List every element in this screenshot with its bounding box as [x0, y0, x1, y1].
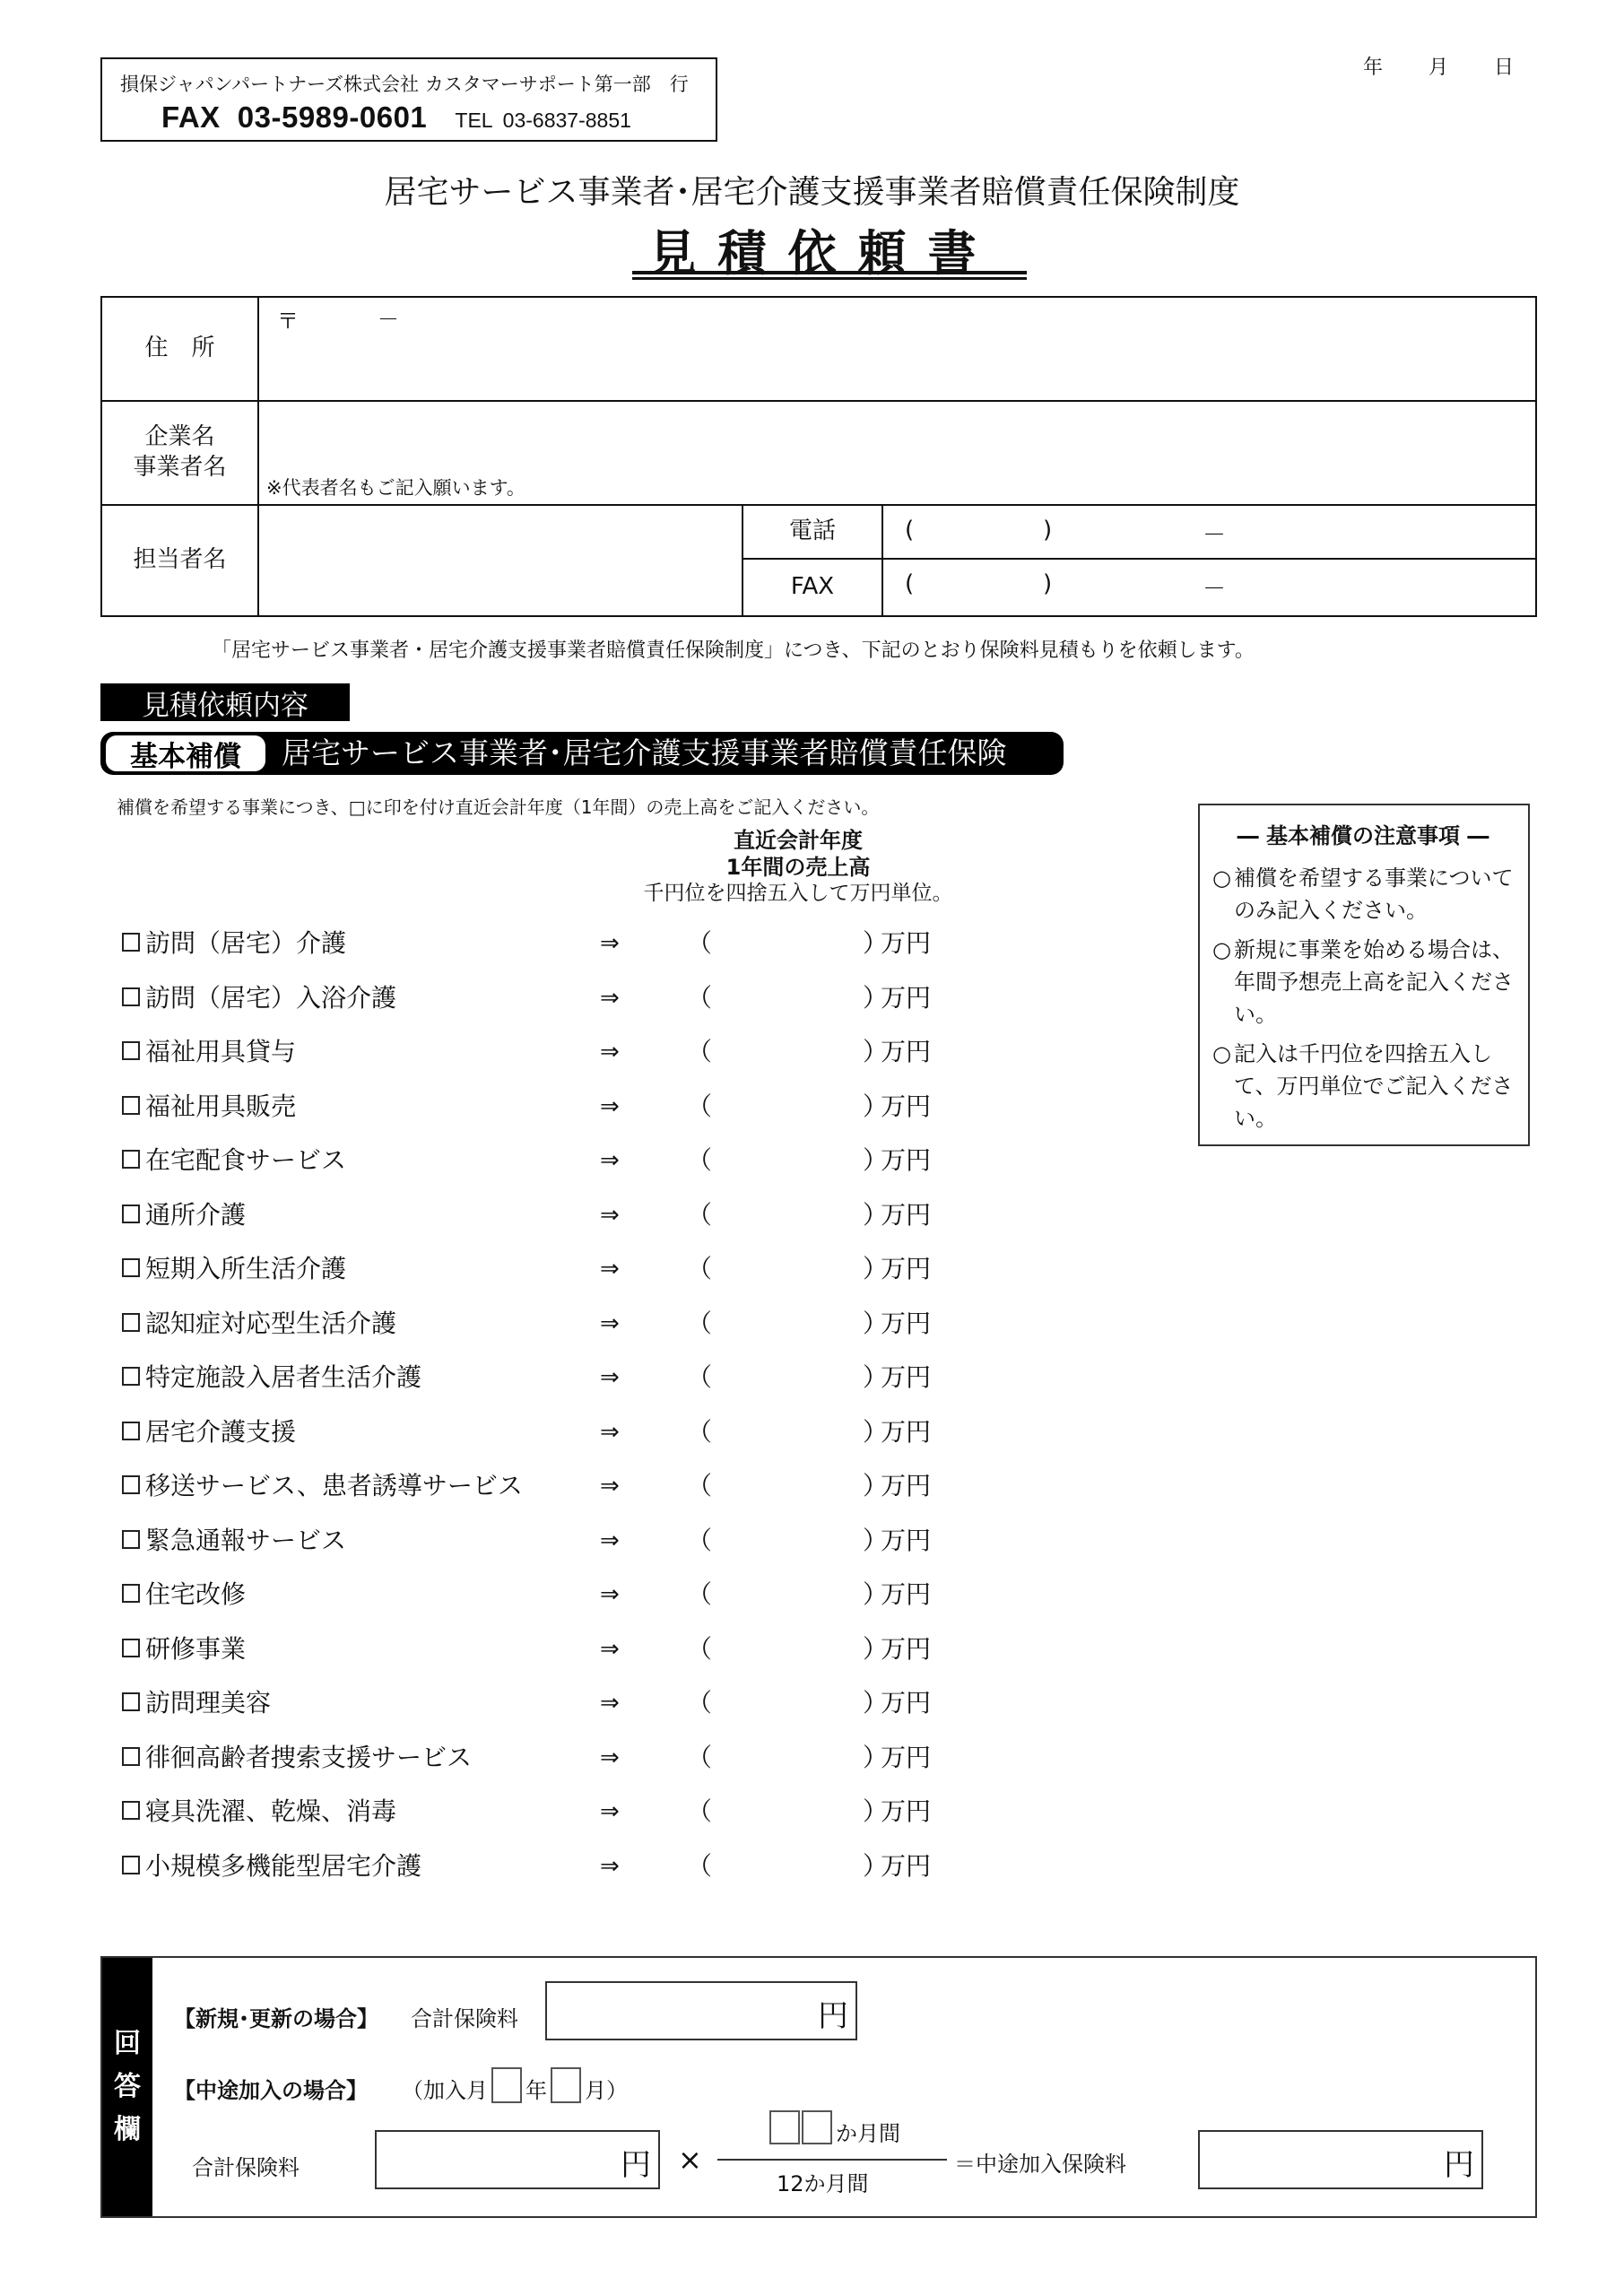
address-label-cell [102, 298, 259, 402]
sales-amount-field[interactable] [714, 1306, 857, 1342]
addressee-name: 損保ジャパンパートナーズ株式会社 カスタマーサポート第一部 行 [120, 74, 689, 95]
instruction-text: 補償を希望する事業につき、□に印を付け直近会計年度（1年間）の売上高をご記入ください。 [117, 796, 880, 818]
months-digit-1-field[interactable] [769, 2110, 800, 2144]
service-checkbox[interactable] [122, 1041, 140, 1060]
service-checkbox[interactable] [122, 1801, 140, 1820]
title-underline [632, 271, 1027, 280]
applicant-info-table [100, 296, 1537, 617]
amount-paren-open: （ [687, 1688, 713, 1718]
right-double-arrow-icon: ⇒ [600, 1418, 620, 1446]
amount-paren-close: ） [863, 1308, 889, 1338]
amount-paren-close: ） [863, 1199, 889, 1230]
coverage-banner [100, 732, 1064, 775]
amount-paren-close: ） [863, 1742, 889, 1772]
service-checkbox[interactable] [122, 1313, 140, 1332]
sales-amount-field[interactable] [714, 1360, 857, 1396]
service-row [122, 1360, 932, 1396]
fax-paren-close: ) [1043, 570, 1053, 597]
amount-paren-open: （ [687, 1742, 713, 1772]
service-name: 訪問（居宅）入浴介護 [145, 982, 397, 1013]
service-name: 通所介護 [145, 1199, 247, 1230]
fax-field[interactable] [883, 560, 1537, 615]
amount-paren-close: ） [863, 1525, 889, 1555]
service-row [122, 1848, 932, 1884]
amount-paren-close: ） [863, 1850, 889, 1881]
answer-side-char: 回 [114, 2028, 141, 2059]
amount-paren-open: （ [687, 1796, 713, 1826]
amount-unit: 万円 [881, 1742, 932, 1772]
amount-unit: 万円 [881, 1362, 932, 1392]
service-checkbox[interactable] [122, 1096, 140, 1115]
circle-bullet-icon: ○ [1212, 865, 1231, 891]
amount-unit: 万円 [881, 928, 932, 958]
contact-label: 担当者名 [133, 546, 227, 574]
midterm-premium-field[interactable] [1198, 2130, 1483, 2189]
service-checkbox[interactable] [122, 1475, 140, 1494]
service-name: 住宅改修 [145, 1579, 247, 1609]
sales-amount-field[interactable] [714, 1414, 857, 1450]
service-checkbox[interactable] [122, 933, 140, 952]
amount-paren-open: （ [687, 1579, 713, 1609]
service-name: 居宅介護支援 [145, 1416, 297, 1447]
sales-amount-field[interactable] [714, 1685, 857, 1721]
total-premium-field[interactable] [545, 1981, 857, 2040]
service-name: 寝具洗濯、乾燥、消毒 [145, 1796, 397, 1826]
company-label-cell [102, 402, 259, 506]
contact-label-cell [102, 506, 259, 615]
amount-paren-close: ） [863, 928, 889, 958]
amount-unit: 万円 [881, 1091, 932, 1121]
service-name: 小規模多機能型居宅介護 [145, 1850, 422, 1881]
service-name: 福祉用具貸与 [145, 1037, 297, 1066]
company-label-1: 企業名 [144, 423, 215, 451]
right-double-arrow-icon: ⇒ [600, 1473, 620, 1500]
service-checkbox[interactable] [122, 1692, 140, 1711]
sales-header-line2: 1年間の売上高 [725, 855, 871, 880]
service-row [122, 1197, 932, 1233]
right-double-arrow-icon: ⇒ [600, 1147, 620, 1174]
coverage-title: 居宅サービス事業者･居宅介護支援事業者賠償責任保険 [282, 735, 1007, 770]
midterm-label: 【中途加入の場合】 [174, 2078, 368, 2103]
service-name: 訪問（居宅）介護 [145, 928, 347, 958]
amount-paren-open: （ [687, 1362, 713, 1392]
midterm-total-premium-field[interactable] [375, 2130, 660, 2189]
section-label: 見積依頼内容 [100, 683, 350, 721]
service-row [122, 1143, 932, 1178]
service-checkbox[interactable] [122, 1422, 140, 1440]
amount-unit: 万円 [881, 1145, 932, 1175]
date-day-label: 日 [1494, 57, 1515, 79]
fax-label-cell [743, 560, 883, 615]
answer-side-label [102, 1958, 152, 2216]
service-row [122, 1034, 932, 1070]
service-name: 徘徊高齢者捜索支援サービス [145, 1742, 473, 1772]
fax-number: 03-5989-0601 [237, 100, 428, 134]
sales-amount-field[interactable] [714, 1794, 857, 1830]
amount-paren-open: （ [687, 1525, 713, 1555]
company-label-2: 事業者名 [133, 454, 227, 481]
service-row [122, 1089, 932, 1125]
phone-paren-open: ( [905, 517, 915, 544]
service-row [122, 1577, 932, 1613]
phone-paren-close: ) [1043, 517, 1053, 544]
service-name: 福祉用具販売 [145, 1091, 297, 1121]
circle-bullet-icon: ○ [1212, 1041, 1231, 1066]
sales-header-line1: 直近会計年度 [734, 828, 863, 853]
yen-unit: 円 [621, 2147, 651, 2183]
sales-amount-field[interactable] [714, 1523, 857, 1559]
amount-unit: 万円 [881, 1254, 932, 1283]
right-double-arrow-icon: ⇒ [600, 1744, 620, 1771]
phone-field[interactable] [883, 506, 1537, 560]
service-checkbox[interactable] [122, 1530, 140, 1549]
contact-name-field[interactable] [259, 506, 743, 615]
service-row [122, 1631, 932, 1667]
amount-paren-open: （ [687, 1091, 713, 1121]
service-checkbox[interactable] [122, 1747, 140, 1766]
amount-paren-open: （ [687, 1145, 713, 1175]
amount-paren-close: ） [863, 1091, 889, 1121]
amount-paren-close: ） [863, 1633, 889, 1664]
sales-amount-field[interactable] [714, 1143, 857, 1178]
amount-paren-close: ） [863, 1037, 889, 1066]
amount-paren-close: ） [863, 1796, 889, 1826]
amount-paren-open: （ [687, 1037, 713, 1066]
service-row [122, 1685, 932, 1721]
sales-column-header [610, 827, 986, 907]
right-double-arrow-icon: ⇒ [600, 1852, 620, 1880]
service-name: 移送サービス、患者誘導サービス [145, 1471, 523, 1500]
amount-unit: 万円 [881, 1633, 932, 1664]
answer-side-char: 欄 [114, 2114, 141, 2145]
right-double-arrow-icon: ⇒ [600, 1309, 620, 1337]
service-name: 在宅配食サービス [145, 1145, 347, 1175]
midterm-total-premium-label: 合計保険料 [192, 2155, 300, 2180]
company-note: ※代表者名もご記入願います。 [266, 477, 525, 499]
yen-unit: 円 [818, 1998, 848, 2034]
amount-unit: 万円 [881, 1688, 932, 1718]
right-double-arrow-icon: ⇒ [600, 1364, 620, 1391]
service-row [122, 1306, 932, 1342]
service-row [122, 926, 932, 961]
service-row [122, 1523, 932, 1559]
answer-section [100, 1956, 1537, 2218]
service-row [122, 1414, 932, 1450]
amount-paren-open: （ [687, 1471, 713, 1500]
form-subtitle: 居宅サービス事業者･居宅介護支援事業者賠償責任保険制度 [384, 174, 1240, 211]
fax-dash: － [1203, 576, 1227, 603]
postal-dash: － [378, 307, 399, 332]
notes-item [1212, 934, 1514, 1031]
right-double-arrow-icon: ⇒ [600, 1092, 620, 1120]
multiply-sign: × [678, 2143, 702, 2177]
amount-paren-open: （ [687, 1850, 713, 1881]
service-checkbox[interactable] [122, 1584, 140, 1603]
service-row [122, 1251, 932, 1287]
join-month-prefix: （加入月 [402, 2078, 488, 2103]
notes-item-text: 補償を希望する事業についてのみ記入ください。 [1234, 865, 1514, 923]
right-double-arrow-icon: ⇒ [600, 984, 620, 1012]
amount-unit: 万円 [881, 1471, 932, 1500]
service-name: 認知症対応型生活介護 [145, 1308, 397, 1338]
service-checkbox[interactable] [122, 1639, 140, 1657]
sales-amount-field[interactable] [714, 1468, 857, 1504]
sales-amount-field[interactable] [714, 1577, 857, 1613]
address-label: 住 所 [144, 335, 215, 362]
notes-box [1198, 804, 1530, 1146]
sales-amount-field[interactable] [714, 1089, 857, 1125]
notes-item-text: 記入は千円位を四捨五入して、万円単位でご記入ください。 [1234, 1041, 1514, 1131]
service-row [122, 980, 932, 1016]
denominator: 12か月間 [777, 2171, 869, 2196]
right-double-arrow-icon: ⇒ [600, 1201, 620, 1229]
sales-amount-field[interactable] [714, 926, 857, 961]
amount-unit: 万円 [881, 1037, 932, 1066]
intro-text: 「居宅サービス事業者・居宅介護支援事業者賠償責任保険制度」につき、下記のとおり保険料見積もりを依頼します。 [212, 639, 1255, 662]
right-double-arrow-icon: ⇒ [600, 1256, 620, 1283]
amount-paren-open: （ [687, 1199, 713, 1230]
join-year-field[interactable] [491, 2067, 522, 2103]
fax-field-label: FAX [790, 573, 835, 601]
service-name: 訪問理美容 [145, 1688, 272, 1718]
amount-unit: 万円 [881, 1796, 932, 1826]
year-char: 年 [525, 2078, 547, 2103]
phone-dash: － [1203, 522, 1227, 549]
service-name: 特定施設入居者生活介護 [145, 1362, 422, 1392]
amount-paren-close: ） [863, 1362, 889, 1392]
yen-unit: 円 [1444, 2147, 1474, 2183]
join-month-field[interactable] [551, 2067, 581, 2103]
amount-paren-open: （ [687, 982, 713, 1013]
amount-unit: 万円 [881, 1199, 932, 1230]
service-checkbox[interactable] [122, 987, 140, 1006]
service-checkbox[interactable] [122, 1205, 140, 1223]
service-row [122, 1468, 932, 1504]
right-double-arrow-icon: ⇒ [600, 1635, 620, 1663]
sales-amount-field[interactable] [714, 1034, 857, 1070]
service-name: 緊急通報サービス [145, 1525, 347, 1555]
coverage-pill: 基本補償 [106, 735, 265, 771]
service-checkbox[interactable] [122, 1150, 140, 1169]
notes-item [1212, 1038, 1514, 1135]
amount-paren-close: ） [863, 1254, 889, 1283]
right-double-arrow-icon: ⇒ [600, 1581, 620, 1608]
notes-item-text: 新規に事業を始める場合は、年間予想売上高を記入ください。 [1234, 937, 1514, 1027]
service-name: 研修事業 [145, 1633, 247, 1664]
page-title: 見積依頼書 [647, 225, 998, 282]
amount-unit: 万円 [881, 1525, 932, 1555]
month-suffix: 月） [585, 2078, 628, 2103]
sales-amount-field[interactable] [714, 1251, 857, 1287]
addressee-box [100, 57, 717, 142]
service-checkbox[interactable] [122, 1258, 140, 1277]
amount-paren-close: ） [863, 1579, 889, 1609]
notes-item [1212, 862, 1514, 926]
service-row [122, 1794, 932, 1830]
amount-paren-open: （ [687, 928, 713, 958]
amount-unit: 万円 [881, 1416, 932, 1447]
amount-paren-close: ） [863, 1145, 889, 1175]
amount-paren-open: （ [687, 1416, 713, 1447]
amount-unit: 万円 [881, 1579, 932, 1609]
right-double-arrow-icon: ⇒ [600, 1690, 620, 1717]
tel-number: 03-6837-8851 [502, 109, 631, 132]
sales-header-line3: 千円位を四捨五入して万円単位。 [643, 882, 953, 905]
sales-amount-field[interactable] [714, 980, 857, 1016]
phone-label: 電話 [788, 517, 836, 545]
tel-label: TEL [455, 109, 493, 132]
months-digit-2-field[interactable] [802, 2110, 832, 2144]
amount-unit: 万円 [881, 1308, 932, 1338]
total-premium-label: 合計保険料 [411, 2006, 518, 2031]
address-field[interactable] [259, 298, 1537, 402]
date-month-label: 月 [1429, 57, 1449, 79]
amount-paren-close: ） [863, 982, 889, 1013]
new-renew-label: 【新規･更新の場合】 [174, 2006, 378, 2031]
notes-title: ― 基本補償の注意事項 ― [1237, 823, 1489, 848]
sales-amount-field[interactable] [714, 1848, 857, 1884]
service-checkbox[interactable] [122, 1856, 140, 1874]
service-checkbox[interactable] [122, 1367, 140, 1386]
right-double-arrow-icon: ⇒ [600, 930, 620, 957]
months-suffix: か月間 [836, 2121, 900, 2146]
date-field[interactable] [1363, 52, 1514, 80]
sales-amount-field[interactable] [714, 1197, 857, 1233]
sales-amount-field[interactable] [714, 1740, 857, 1776]
fax-label: FAX [161, 100, 221, 134]
right-double-arrow-icon: ⇒ [600, 1526, 620, 1554]
amount-paren-close: ） [863, 1416, 889, 1447]
service-name: 短期入所生活介護 [145, 1254, 347, 1283]
amount-unit: 万円 [881, 1850, 932, 1881]
right-double-arrow-icon: ⇒ [600, 1798, 620, 1825]
phone-label-cell [743, 506, 883, 560]
amount-unit: 万円 [881, 982, 932, 1013]
right-double-arrow-icon: ⇒ [600, 1039, 620, 1065]
fax-paren-open: ( [905, 570, 915, 597]
fraction-line [717, 2159, 947, 2161]
company-name-field[interactable] [259, 402, 1537, 506]
amount-paren-open: （ [687, 1308, 713, 1338]
amount-paren-open: （ [687, 1254, 713, 1283]
date-year-label: 年 [1363, 57, 1384, 79]
amount-paren-close: ） [863, 1471, 889, 1500]
amount-paren-open: （ [687, 1633, 713, 1664]
answer-side-char: 答 [114, 2071, 141, 2102]
service-row [122, 1740, 932, 1776]
postal-mark: 〒 [277, 309, 299, 334]
amount-paren-close: ） [863, 1688, 889, 1718]
midterm-premium-label: ＝中途加入保険料 [954, 2152, 1126, 2177]
contact-numbers [161, 100, 631, 135]
circle-bullet-icon: ○ [1212, 937, 1231, 962]
sales-amount-field[interactable] [714, 1631, 857, 1667]
